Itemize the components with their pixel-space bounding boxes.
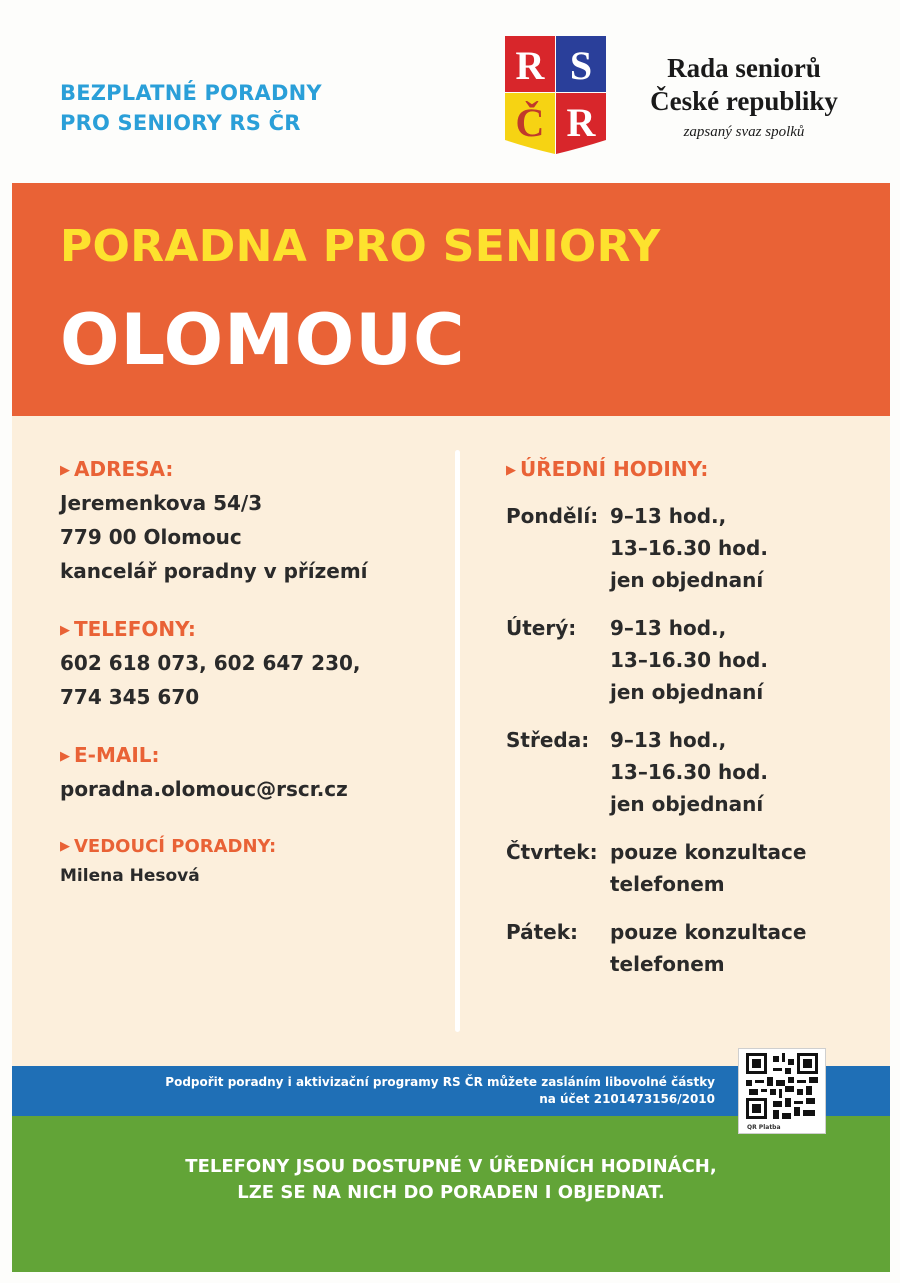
day-hours-line: 9–13 hod.,	[610, 504, 727, 528]
qr-label: QR Platba	[747, 1124, 781, 1131]
day-row-thursday	[506, 836, 876, 900]
head-name: Milena Hesová	[60, 866, 200, 886]
day-name: Úterý:	[506, 616, 577, 640]
support-text-line1: Podpořit poradny i aktivizační programy RS ČR můžete zasláním libovolné částky	[165, 1075, 715, 1089]
logo-subtitle: zapsaný svaz spolků	[683, 124, 805, 140]
phones-line1: 602 618 073, 602 647 230,	[60, 651, 361, 675]
email-address: poradna.olomouc@rscr.cz	[60, 777, 348, 801]
info-panel	[12, 416, 890, 1066]
footer-line2: LZE SE NA NICH DO PORADEN I OBJEDNAT.	[237, 1182, 665, 1203]
banner-title: PORADNA PRO SENIORY	[60, 221, 661, 272]
footer-band	[12, 1116, 890, 1272]
header-title-line1: BEZPLATNÉ PORADNY	[60, 81, 322, 105]
address-city: 779 00 Olomouc	[60, 525, 242, 549]
logo-letter-c: Č	[515, 100, 545, 145]
logo-letter-r2: R	[566, 100, 596, 145]
day-hours-line: telefonem	[610, 872, 725, 896]
address-street: Jeremenkova 54/3	[60, 491, 263, 515]
email-section	[60, 740, 450, 806]
head-label: VEDOUCÍ PORADNY:	[74, 836, 277, 857]
hours-label: ÚŘEDNÍ HODINY:	[520, 457, 709, 481]
day-hours-line: pouze konzultace	[610, 840, 807, 864]
day-name: Středa:	[506, 728, 590, 752]
support-account: na účet 2101473156/2010	[539, 1092, 715, 1106]
phones-section	[60, 614, 450, 714]
header-title	[60, 78, 322, 138]
logo-name-line1: Rada seniorů	[667, 53, 821, 83]
head-section	[60, 832, 450, 890]
logo-name-line2: České republiky	[650, 86, 838, 116]
day-hours-line: jen objednaní	[610, 568, 764, 592]
triangle-bullet-icon: ▶	[60, 749, 70, 764]
day-row-wednesday	[506, 724, 876, 820]
day-row-tuesday	[506, 612, 876, 708]
day-name: Pondělí:	[506, 504, 599, 528]
header-title-line2: PRO SENIORY RS ČR	[60, 111, 301, 135]
day-hours-line: 9–13 hod.,	[610, 728, 727, 752]
day-row-friday	[506, 916, 876, 980]
column-divider	[455, 450, 460, 1032]
phones-label: TELEFONY:	[74, 617, 196, 641]
address-label: ADRESA:	[74, 457, 174, 481]
qr-code-icon	[746, 1053, 818, 1119]
day-row-monday	[506, 500, 876, 596]
banner-city: OLOMOUC	[60, 299, 466, 381]
triangle-bullet-icon: ▶	[506, 463, 516, 478]
logo-letter-s: S	[569, 43, 593, 88]
day-hours-line: 13–16.30 hod.	[610, 760, 768, 784]
triangle-bullet-icon: ▶	[60, 839, 70, 854]
day-name: Čtvrtek:	[506, 840, 598, 864]
day-hours-line: telefonem	[610, 952, 725, 976]
logo-text	[624, 52, 864, 144]
contact-column	[60, 454, 450, 916]
address-note: kancelář poradny v přízemí	[60, 559, 368, 583]
day-hours-line: pouze konzultace	[610, 920, 807, 944]
qr-payment-code	[738, 1048, 826, 1134]
day-hours-line: jen objednaní	[610, 680, 764, 704]
day-hours-line: 13–16.30 hod.	[610, 536, 768, 560]
address-section	[60, 454, 450, 588]
day-hours-line: 13–16.30 hod.	[610, 648, 768, 672]
day-hours-line: jen objednaní	[610, 792, 764, 816]
title-banner	[12, 183, 890, 416]
day-name: Pátek:	[506, 920, 579, 944]
triangle-bullet-icon: ▶	[60, 623, 70, 638]
triangle-bullet-icon: ▶	[60, 463, 70, 478]
hours-column	[506, 454, 876, 996]
footer-line1: TELEFONY JSOU DOSTUPNÉ V ÚŘEDNÍCH HODINÁCH,	[185, 1156, 717, 1177]
phones-line2: 774 345 670	[60, 685, 200, 709]
email-label: E-MAIL:	[74, 743, 160, 767]
logo-letter-r1: R	[515, 43, 545, 88]
rscr-logo-emblem	[505, 36, 606, 154]
day-hours-line: 9–13 hod.,	[610, 616, 727, 640]
